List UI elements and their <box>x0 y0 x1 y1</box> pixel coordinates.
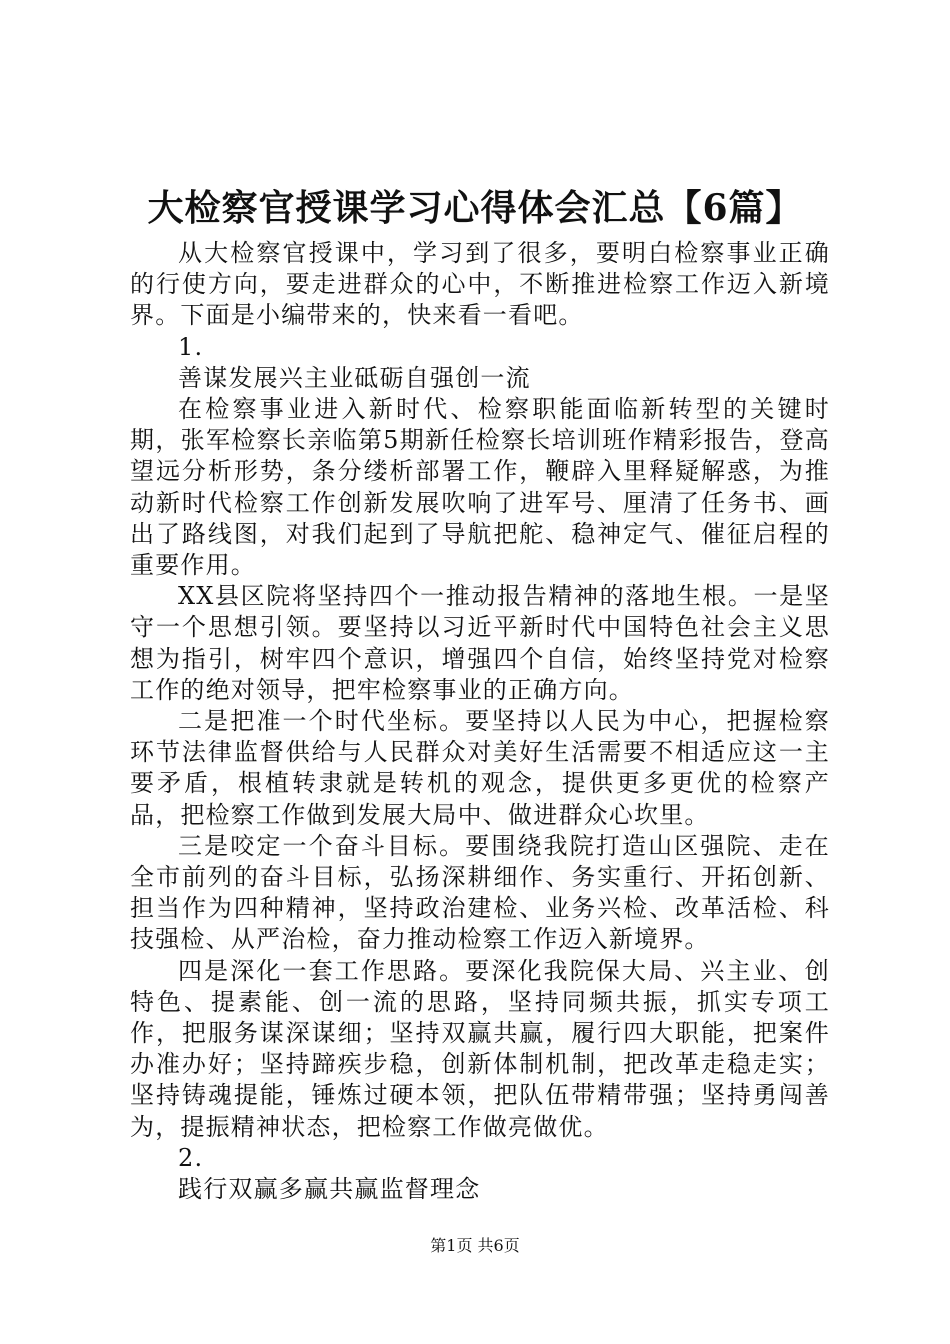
body-paragraph: XX县区院将坚持四个一推动报告精神的落地生根。一是坚守一个思想引领。要坚持以习近平新时代中国特色社会主义思想为指引，树牢四个意识，增强四个自信，始终坚持党对检察工作的绝对领导，把牢检察事业的正确方向。 <box>130 582 830 704</box>
section-heading: 践行双赢多赢共赢监督理念 <box>178 1175 481 1204</box>
body-paragraph: 三是咬定一个奋斗目标。要围绕我院打造山区强院、走在全市前列的奋斗目标，弘扬深耕细作、务实重行、开拓创新、担当作为四种精神，坚持政治建检、业务兴检、改革活检、科技强检、从严治检，奋力推动检察工作迈入新境界。 <box>130 831 830 954</box>
section-number: 2. <box>178 1143 204 1172</box>
document-body <box>130 238 830 1205</box>
page-footer: 第1页 共6页 <box>430 1236 520 1255</box>
body-paragraph: 四是深化一套工作思路。要深化我院保大局、兴主业、创特色、提素能、创一流的思路，坚持同频共振，抓实专项工作，把服务谋深谋细；坚持双赢共赢，履行四大职能，把案件办准办好；坚持蹄疾步稳，创新体制机制，把改革走稳走实；坚持铸魂提能，锤炼过硬本领，把队伍带精带强；坚持勇闯善为，提振精神状态，把检察工作做亮做优。 <box>130 956 830 1141</box>
body-paragraph: 二是把准一个时代坐标。要坚持以人民为中心，把握检察环节法律监督供给与人民群众对美好生活需要不相适应这一主要矛盾，根植转隶就是转机的观念，提供更多更优的检察产品，把检察工作做到发展大局中、做进群众心坎里。 <box>130 707 830 829</box>
section-heading: 善谋发展兴主业砥砺自强创一流 <box>178 363 531 392</box>
intro-paragraph: 从大检察官授课中，学习到了很多，要明白检察事业正确的行使方向，要走进群众的心中，不断推进检察工作迈入新境界。下面是小编带来的，快来看一看吧。 <box>130 239 830 330</box>
body-paragraph: 在检察事业进入新时代、检察职能面临新转型的关键时期，张军检察长亲临第5期新任检察长培训班作精彩报告，登高望远分析形势，条分缕析部署工作，鞭辟入里释疑解惑，为推动新时代检察工作创新发展吹响了进军号、厘清了任务书、画出了路线图，对我们起到了导航把舵、稳神定气、催征启程的重要作用。 <box>130 395 830 580</box>
document-title: 大检察官授课学习心得体会汇总【6篇】 <box>147 187 803 229</box>
section-number: 1. <box>178 332 204 361</box>
